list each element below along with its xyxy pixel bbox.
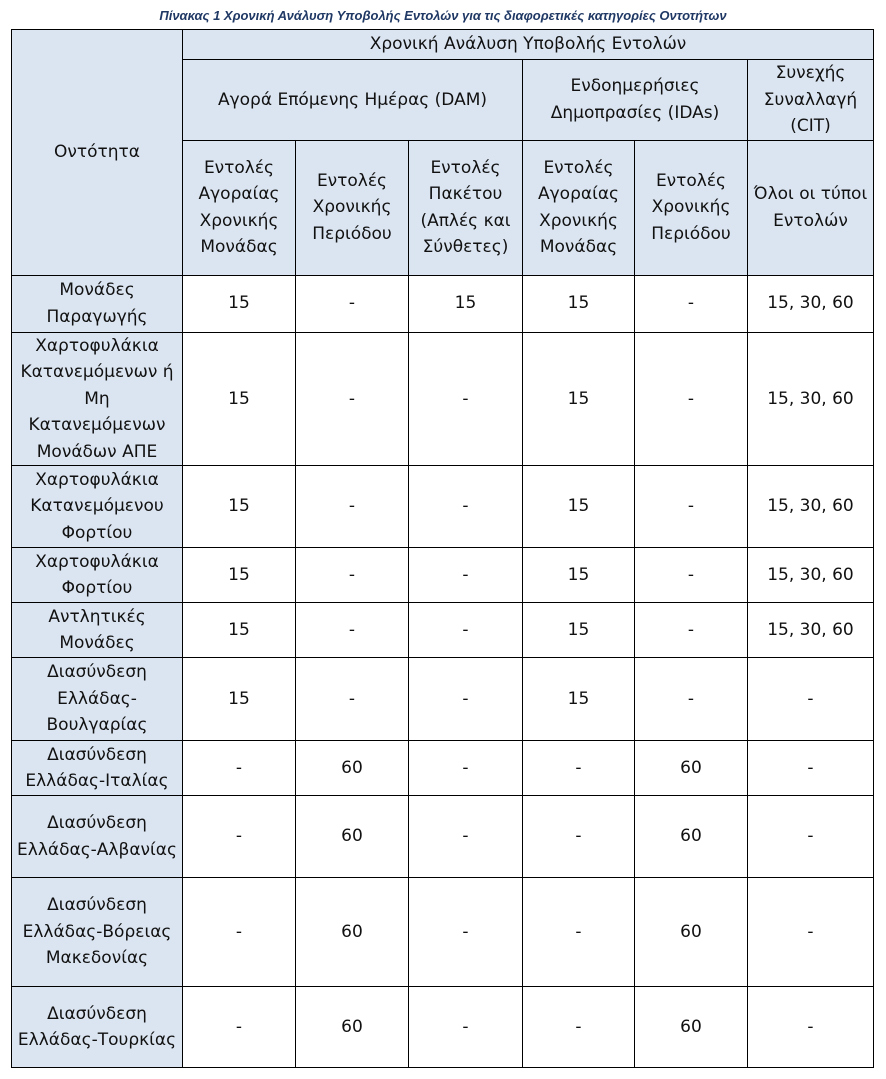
row-entity: Διασύνδεση Ελλάδας-Τουρκίας (12, 987, 183, 1068)
cell-value: 60 (635, 796, 748, 878)
column-header: Εντολές Αγοραίας Χρονικής Μονάδας (523, 140, 635, 275)
row-entity: Διασύνδεση Ελλάδας-Βόρειας Μακεδονίας (12, 878, 183, 987)
cell-value: - (296, 548, 409, 603)
row-entity: Διασύνδεση Ελλάδας-Ιταλίας (12, 741, 183, 796)
cell-value: - (635, 275, 748, 332)
table-caption: Πίνακας 1 Χρονική Ανάλυση Υποβολής Εντολών για τις διαφορετικές κατηγορίες Οντοτήτων (159, 8, 727, 23)
cell-value: - (296, 603, 409, 658)
cell-value: 15 (183, 603, 296, 658)
cell-value: - (523, 878, 635, 987)
cell-value: - (523, 741, 635, 796)
cell-value: - (183, 796, 296, 878)
table-row (12, 275, 874, 332)
cell-value: 15, 30, 60 (748, 275, 874, 332)
cell-value: - (296, 658, 409, 741)
cell-value: - (748, 658, 874, 741)
cell-value: - (635, 603, 748, 658)
entity-column-header: Οντότητα (12, 30, 183, 276)
table-row (12, 878, 874, 987)
cell-value: - (635, 332, 748, 466)
cell-value: - (409, 741, 523, 796)
cell-value: 15 (523, 548, 635, 603)
cell-value: - (748, 796, 874, 878)
table-row (12, 658, 874, 741)
row-entity: Αντλητικές Μονάδες (12, 603, 183, 658)
cell-value: 15 (183, 275, 296, 332)
group-header: Χρονική Ανάλυση Υποβολής Εντολών (183, 30, 874, 60)
row-entity: Χαρτοφυλάκια Κατανεμόμενου Φορτίου (12, 466, 183, 548)
cell-value: - (409, 466, 523, 548)
cell-value: - (296, 332, 409, 466)
cell-value: - (409, 658, 523, 741)
table-row (12, 603, 874, 658)
cell-value: - (409, 987, 523, 1068)
cell-value: - (748, 741, 874, 796)
cell-value: 15 (183, 332, 296, 466)
cell-value: 60 (635, 741, 748, 796)
cell-value: - (635, 658, 748, 741)
table-row (12, 466, 874, 548)
cell-value: - (523, 796, 635, 878)
cell-value: 15, 30, 60 (748, 466, 874, 548)
column-header: Εντολές Αγοραίας Χρονικής Μονάδας (183, 140, 296, 275)
cell-value: - (183, 987, 296, 1068)
cell-value: 15 (409, 275, 523, 332)
cell-value: 60 (296, 987, 409, 1068)
row-entity: Μονάδες Παραγωγής (12, 275, 183, 332)
cell-value: 15 (523, 658, 635, 741)
cell-value: 15 (523, 275, 635, 332)
cell-value: - (183, 741, 296, 796)
table-row (12, 332, 874, 466)
cell-value: 15 (183, 548, 296, 603)
column-header: Όλοι οι τύποι Εντολών (748, 140, 874, 275)
row-entity: Χαρτοφυλάκια Κατανεμόμενων ή Μη Κατανεμόμενων Μονάδων ΑΠΕ (12, 332, 183, 466)
cell-value: - (409, 796, 523, 878)
cell-value: - (296, 275, 409, 332)
cell-value: - (296, 466, 409, 548)
cell-value: - (409, 548, 523, 603)
cell-value: 15 (523, 466, 635, 548)
cell-value: 15 (183, 658, 296, 741)
cell-value: 60 (296, 878, 409, 987)
table-row (12, 548, 874, 603)
cell-value: - (409, 603, 523, 658)
cell-value: - (635, 466, 748, 548)
cell-value: 60 (296, 796, 409, 878)
row-entity: Διασύνδεση Ελλάδας-Αλβανίας (12, 796, 183, 878)
ida-market-header: Ενδοημερήσιες Δημοπρασίες (IDAs) (523, 60, 748, 141)
cell-value: 15, 30, 60 (748, 603, 874, 658)
cell-value: 15, 30, 60 (748, 548, 874, 603)
table-row (12, 741, 874, 796)
cell-value: 15 (183, 466, 296, 548)
table-row (12, 796, 874, 878)
cell-value: - (748, 987, 874, 1068)
order-time-resolution-table (11, 29, 874, 1068)
cell-value: - (523, 987, 635, 1068)
cell-value: - (409, 332, 523, 466)
cell-value: 60 (296, 741, 409, 796)
row-entity: Διασύνδεση Ελλάδας-Βουλγαρίας (12, 658, 183, 741)
cell-value: - (635, 548, 748, 603)
cell-value: 60 (635, 878, 748, 987)
table-row (12, 987, 874, 1068)
cell-value: 15, 30, 60 (748, 332, 874, 466)
cell-value: 15 (523, 332, 635, 466)
dam-market-header: Αγορά Επόμενης Ημέρας (DAM) (183, 60, 523, 141)
column-header: Εντολές Πακέτου (Απλές και Σύνθετες) (409, 140, 523, 275)
row-entity: Χαρτοφυλάκια Φορτίου (12, 548, 183, 603)
cell-value: - (748, 878, 874, 987)
column-header: Εντολές Χρονικής Περιόδου (296, 140, 409, 275)
cit-market-header: Συνεχής Συναλλαγή (CIT) (748, 60, 874, 141)
cell-value: 60 (635, 987, 748, 1068)
column-header: Εντολές Χρονικής Περιόδου (635, 140, 748, 275)
cell-value: - (409, 878, 523, 987)
cell-value: 15 (523, 603, 635, 658)
cell-value: - (183, 878, 296, 987)
